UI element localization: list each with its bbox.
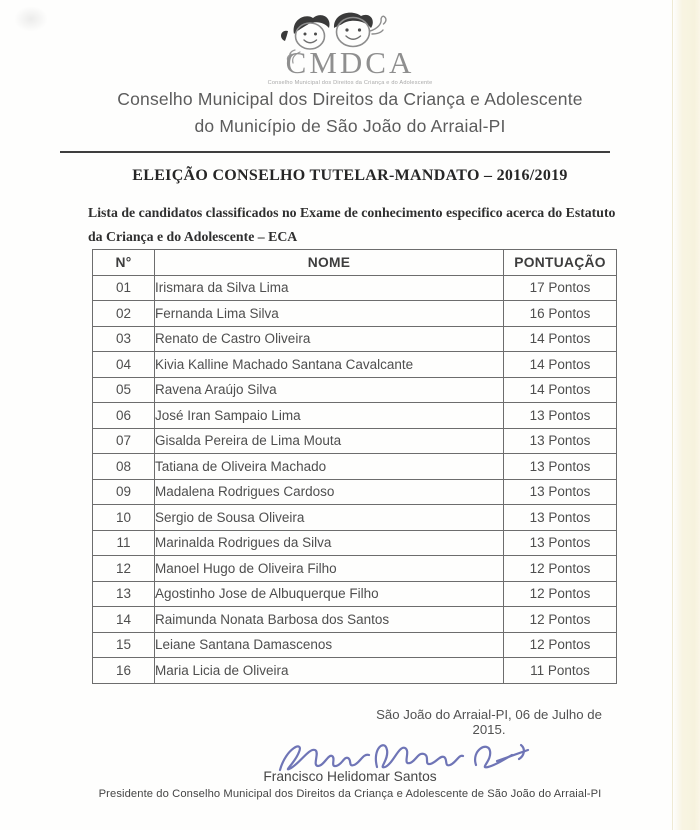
column-header-score: PONTUAÇÃO (504, 250, 617, 276)
candidate-number: 06 (93, 403, 155, 429)
candidate-name: Ravena Araújo Silva (155, 377, 504, 403)
candidate-number: 08 (93, 454, 155, 480)
candidate-number: 01 (93, 275, 155, 301)
table-row (93, 607, 617, 633)
candidate-score: 12 Pontos (504, 607, 617, 633)
candidate-name: Raimunda Nonata Barbosa dos Santos (155, 607, 504, 633)
document-title: ELEIÇÃO CONSELHO TUTELAR-MANDATO – 2016/2019 (132, 167, 568, 184)
candidate-number: 13 (93, 581, 155, 607)
candidate-score: 13 Pontos (504, 505, 617, 531)
candidate-number: 02 (93, 301, 155, 327)
candidate-name: Sergio de Sousa Oliveira (155, 505, 504, 531)
candidate-number: 16 (93, 658, 155, 684)
candidate-name: Kivia Kalline Machado Santana Cavalcante (155, 352, 504, 378)
org-header-line1: Conselho Municipal dos Direitos da Criança e Adolescente (117, 89, 583, 109)
table-row (93, 377, 617, 403)
logo-caption: Conselho Municipal dos Direitos da Criança e do Adolescente (267, 80, 433, 86)
table-row (93, 658, 617, 684)
candidate-score: 13 Pontos (504, 403, 617, 429)
candidate-score: 13 Pontos (504, 530, 617, 556)
table-header-row (93, 250, 617, 276)
date-line: São João do Arraial-PI, 06 de Julho de 2015. (376, 707, 602, 737)
candidate-number: 11 (93, 530, 155, 556)
org-header-line2: do Município de São João do Arraial-PI (194, 116, 506, 136)
column-header-number: N° (93, 250, 155, 276)
logo-acronym: CMDCA (285, 45, 415, 80)
table-row (93, 505, 617, 531)
candidate-name: Agostinho Jose de Albuquerque Filho (155, 581, 504, 607)
table-row (93, 403, 617, 429)
candidate-number: 05 (93, 377, 155, 403)
candidate-number: 14 (93, 607, 155, 633)
candidate-score: 12 Pontos (504, 556, 617, 582)
candidates-table (92, 249, 617, 684)
candidate-name: Gisalda Pereira de Lima Mouta (155, 428, 504, 454)
scan-smudge-artifact (14, 6, 48, 32)
column-header-name: NOME (155, 250, 504, 276)
candidate-name: Manoel Hugo de Oliveira Filho (155, 556, 504, 582)
candidate-name: Marinalda Rodrigues da Silva (155, 530, 504, 556)
table-row (93, 352, 617, 378)
candidate-name: José Iran Sampaio Lima (155, 403, 504, 429)
organization-header (0, 86, 700, 140)
signer-role: Presidente do Conselho Municipal dos Direitos da Criança e Adolescente de São João do Arraial-PI (98, 788, 602, 800)
candidate-score: 12 Pontos (504, 632, 617, 658)
candidate-number: 12 (93, 556, 155, 582)
candidate-name: Irismara da Silva Lima (155, 275, 504, 301)
candidate-name: Madalena Rodrigues Cardoso (155, 479, 504, 505)
candidate-score: 13 Pontos (504, 479, 617, 505)
candidate-number: 03 (93, 326, 155, 352)
candidate-number: 07 (93, 428, 155, 454)
candidate-score: 14 Pontos (504, 377, 617, 403)
candidate-name: Maria Licia de Oliveira (155, 658, 504, 684)
candidate-score: 11 Pontos (504, 658, 617, 684)
horizontal-rule (60, 151, 610, 153)
candidate-number: 10 (93, 505, 155, 531)
table-row (93, 530, 617, 556)
candidate-name: Renato de Castro Oliveira (155, 326, 504, 352)
candidate-score: 17 Pontos (504, 275, 617, 301)
table-row (93, 326, 617, 352)
table-row (93, 454, 617, 480)
signer-name: Francisco Helidomar Santos (263, 769, 437, 784)
table-body (93, 275, 617, 683)
cmdca-logo (257, 10, 443, 88)
table-row (93, 428, 617, 454)
table-row (93, 275, 617, 301)
document-subtitle: Lista de candidatos classificados no Exame de conhecimento especifico acerca do Estatuto da Criança e do Adolescente – ECA (88, 205, 616, 244)
candidate-score: 13 Pontos (504, 428, 617, 454)
table-row (93, 479, 617, 505)
candidate-score: 12 Pontos (504, 581, 617, 607)
candidate-name: Tatiana de Oliveira Machado (155, 454, 504, 480)
table-row (93, 581, 617, 607)
candidate-number: 15 (93, 632, 155, 658)
candidate-number: 09 (93, 479, 155, 505)
candidate-score: 16 Pontos (504, 301, 617, 327)
candidate-score: 13 Pontos (504, 454, 617, 480)
candidate-name: Leiane Santana Damascenos (155, 632, 504, 658)
candidate-number: 04 (93, 352, 155, 378)
table-row (93, 556, 617, 582)
table-row (93, 632, 617, 658)
table-row (93, 301, 617, 327)
candidate-score: 14 Pontos (504, 326, 617, 352)
candidate-name: Fernanda Lima Silva (155, 301, 504, 327)
candidate-score: 14 Pontos (504, 352, 617, 378)
